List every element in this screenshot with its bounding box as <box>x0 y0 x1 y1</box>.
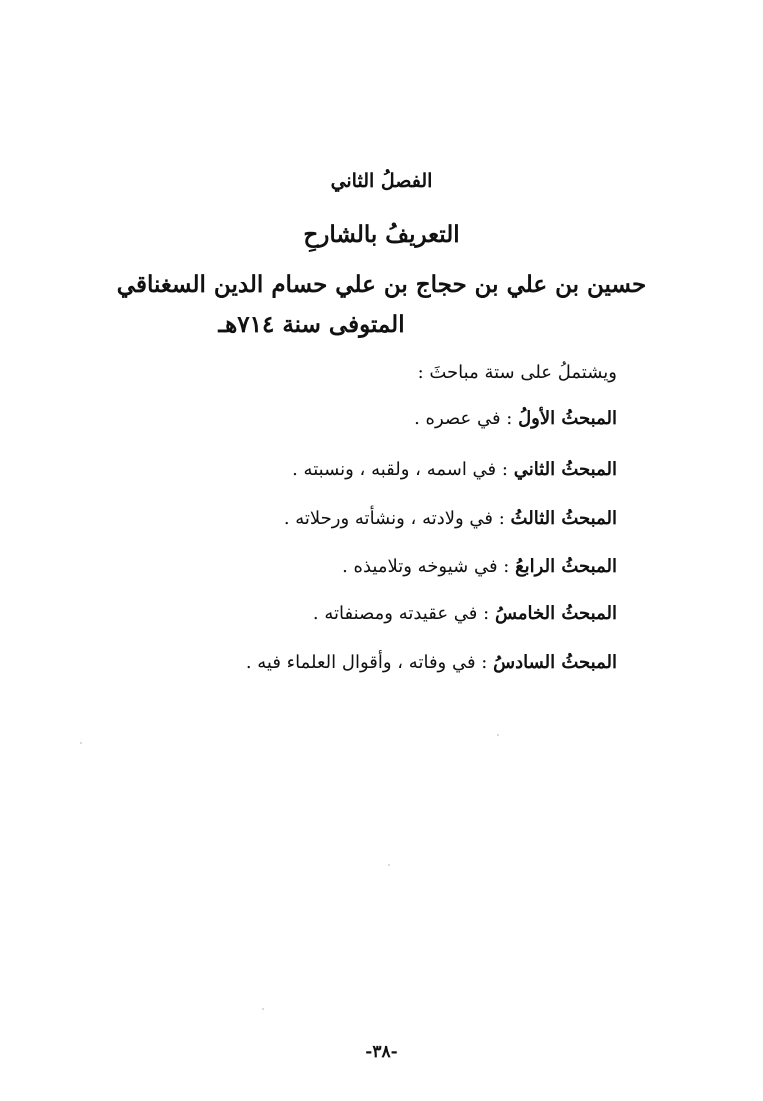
section-text: في وفاته ، وأقوال العلماء فيه . <box>245 652 476 673</box>
section-text: في ولادته ، ونشأته ورحلاته . <box>283 508 494 529</box>
scan-speck <box>388 864 390 866</box>
section-label: المبحثُ الخامسُ <box>494 603 617 624</box>
section-label: المبحثُ الأولُ <box>518 408 617 429</box>
scan-speck <box>80 742 82 744</box>
section-text: في عصره . <box>414 408 501 429</box>
chapter-label: الفصلُ الثاني <box>330 170 433 192</box>
section-label: المبحثُ الرابعُ <box>515 556 617 577</box>
section-item: المبحثُ الثالثُ : في ولادته ، ونشأته ورحلاته . <box>283 508 617 529</box>
section-label: المبحثُ السادسُ <box>493 652 617 673</box>
section-label: المبحثُ الثالثُ <box>510 508 617 529</box>
sections-intro: ويشتملُ على ستة مباحثَ : <box>417 362 617 383</box>
section-item: المبحثُ السادسُ : في وفاته ، وأقوال العلماء فيه . <box>245 652 617 673</box>
section-item: المبحثُ الأولُ : في عصره . <box>414 408 617 429</box>
scan-speck <box>497 734 499 736</box>
page-number: -٣٨- <box>365 1042 398 1062</box>
section-item: المبحثُ الثاني : في اسمه ، ولقبه ، ونسبته . <box>292 459 617 480</box>
section-text: في شيوخه وتلاميذه . <box>342 556 498 577</box>
section-text: في عقيدته ومصنفاته . <box>312 603 478 624</box>
author-name: حسين بن علي بن حجاج بن علي حسام الدين السغناقي <box>116 271 647 298</box>
section-label: المبحثُ الثاني <box>513 459 617 480</box>
scan-speck <box>262 1008 264 1010</box>
author-death-year: المتوفى سنة ٧١٤هـ <box>218 311 405 338</box>
section-item: المبحثُ الخامسُ : في عقيدته ومصنفاته . <box>312 603 617 624</box>
section-item: المبحثُ الرابعُ : في شيوخه وتلاميذه . <box>342 556 617 577</box>
chapter-title: التعريفُ بالشارحِ <box>303 221 460 248</box>
section-text: في اسمه ، ولقبه ، ونسبته . <box>292 459 497 480</box>
